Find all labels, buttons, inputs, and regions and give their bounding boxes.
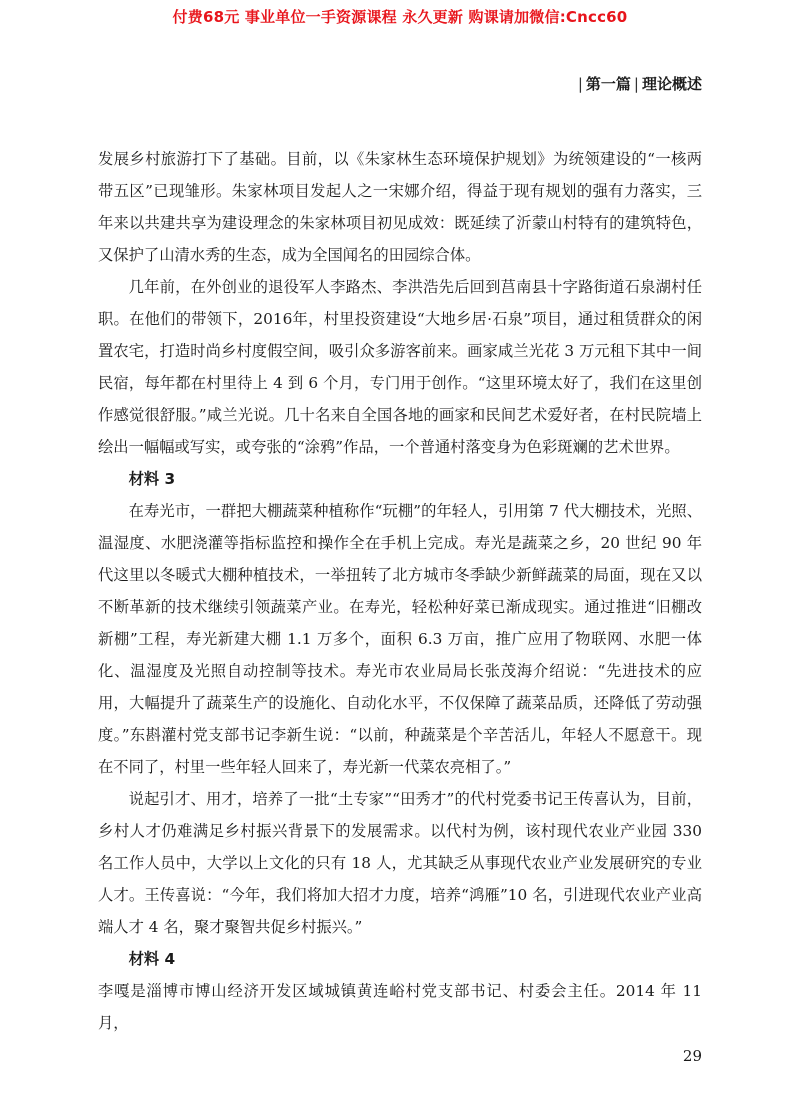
running-header: | 第一篇 | 理论概述 bbox=[577, 75, 702, 93]
paragraph: 几年前，在外创业的退役军人李路杰、李洪浩先后回到莒南县十字路街道石泉湖村任职。在他们的带领下，2016年，村里投资建设“大地乡居·石泉”项目，通过租赁群众的闲置农宅，打造时尚乡村度假空间，吸引众多游客前来。画家咸兰光花 3 万元租下其中一间民宿，每年都在村里待上 4 到 6 个月，专门用于创作。“这里环境太好了，我们在这里创作感觉很舒服。”咸兰光说。几十名来自全国各地的画家和民间艺术爱好者，在村民院墙上绘出一幅幅或写实，或夸张的“涂鸦”作品，一个普通村落变身为色彩斑斓的艺术世界。 bbox=[98, 278, 702, 456]
paragraph: 发展乡村旅游打下了基础。目前，以《朱家林生态环境保护规划》为统领建设的“一核两带五区”已现雏形。朱家林项目发起人之一宋娜介绍，得益于现有规划的强有力落实，三年来以共建共享为建设理念的朱家林项目初见成效：既延续了沂蒙山村特有的建筑特色，又保护了山清水秀的生态，成为全国闻名的田园综合体。 bbox=[98, 150, 702, 264]
header-part: 第一篇 bbox=[585, 75, 631, 93]
paragraph: 李嘎是淄博市博山经济开发区域城镇黄连峪村党支部书记、村委会主任。2014 年 11 月， bbox=[98, 982, 702, 1032]
section-heading: 材料 4 bbox=[128, 950, 176, 968]
header-title: 理论概述 bbox=[641, 75, 702, 93]
watermark-banner: 付费68元 事业单位一手资源课程 永久更新 购课请加微信:Cncc60 bbox=[172, 8, 628, 26]
page-body bbox=[98, 143, 702, 1039]
page-number: 29 bbox=[682, 1047, 702, 1065]
section-heading: 材料 3 bbox=[128, 470, 176, 488]
paragraph: 在寿光市，一群把大棚蔬菜种植称作“玩棚”的年轻人，引用第 7 代大棚技术，光照、温湿度、水肥浇灌等指标监控和操作全在手机上完成。寿光是蔬菜之乡，20 世纪 90 年代这里以冬暖式大棚种植技术，一举扭转了北方城市冬季缺少新鲜蔬菜的局面，现在又以不断革新的技术继续引领蔬菜产业。在寿光，轻松种好菜已渐成现实。通过推进“旧棚改新棚”工程，寿光新建大棚 1.1 万多个，面积 6.3 万亩，推广应用了物联网、水肥一体化、温湿度及光照自动控制等技术。寿光市农业局局长张茂海介绍说：“先进技术的应用，大幅提升了蔬菜生产的设施化、自动化水平，不仅保障了蔬菜品质，还降低了劳动强度。”东斟灌村党支部书记李新生说：“以前，种蔬菜是个辛苦活儿，年轻人不愿意干。现在不同了，村里一些年轻人回来了，寿光新一代菜农亮相了。” bbox=[98, 502, 702, 776]
paragraph: 说起引才、用才，培养了一批“土专家”“田秀才”的代村党委书记王传喜认为，目前，乡村人才仍难满足乡村振兴背景下的发展需求。以代村为例，该村现代农业产业园 330 名工作人员中，大学以上文化的只有 18 人，尤其缺乏从事现代农业产业发展研究的专业人才。王传喜说：“今年，我们将加大招才力度，培养“鸿雁”10 名，引进现代农业产业高端人才 4 名，聚才聚智共促乡村振兴。” bbox=[98, 790, 702, 936]
